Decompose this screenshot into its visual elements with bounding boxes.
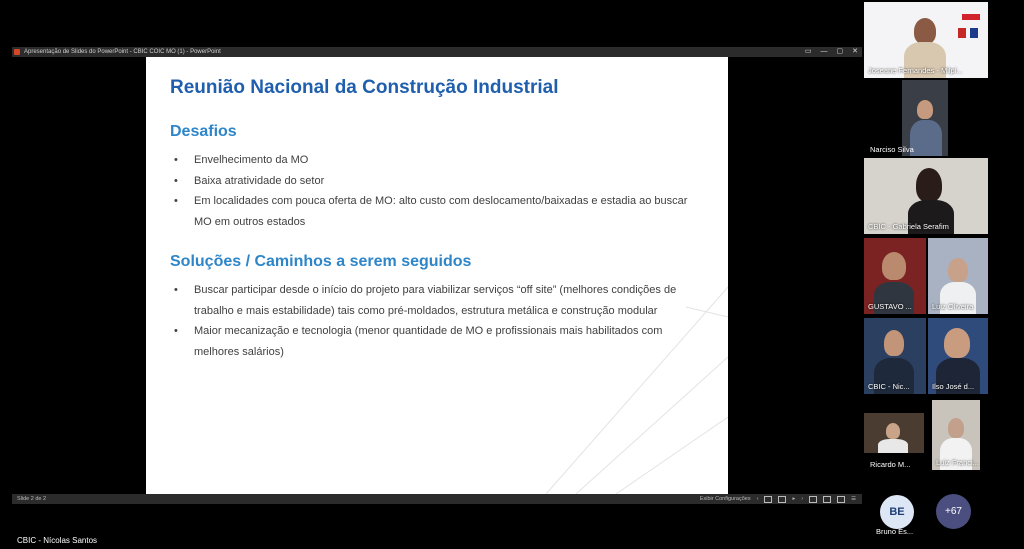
participant-name: Luiz Oliveira: [932, 302, 974, 311]
participant-tile[interactable]: [864, 2, 988, 78]
participant-video: [948, 258, 968, 282]
participant-name: CBIC - Gabriela Serafim: [868, 222, 949, 231]
slide: [146, 57, 728, 494]
window-controls: [805, 47, 858, 57]
window-maximize-icon[interactable]: ▢: [836, 48, 844, 55]
menu-icon[interactable]: ☰: [851, 496, 856, 502]
participant-tile[interactable]: [864, 238, 926, 314]
flag-icon: [958, 28, 966, 38]
participant-video: [917, 100, 933, 119]
participant-video: [884, 330, 904, 356]
next-slide-icon[interactable]: ›: [801, 496, 804, 502]
participant-name: Ricardo M...: [870, 460, 911, 469]
play-icon[interactable]: ▸: [792, 496, 796, 502]
participant-video: [886, 423, 900, 439]
participant-video: [948, 418, 964, 438]
statusbar-controls: [700, 494, 856, 504]
participant-video: [916, 168, 942, 202]
slide-title: Reunião Nacional da Construção Industrial: [170, 77, 559, 98]
participant-avatar[interactable]: BE: [880, 495, 914, 529]
window-minimize-icon[interactable]: —: [820, 48, 828, 55]
participant-tile[interactable]: [864, 413, 924, 453]
list-item: • Baixa atratividade do setor: [170, 171, 705, 192]
participant-tile[interactable]: [864, 318, 926, 394]
participant-name: Narciso Silva: [870, 145, 914, 154]
participant-video: [944, 328, 970, 358]
desafios-list: [170, 150, 705, 232]
participant-name: Joseane Fernandes - Milpl...: [868, 66, 963, 75]
reading-view-icon[interactable]: [809, 496, 817, 503]
powerpoint-statusbar: [12, 494, 862, 504]
window-restore-icon[interactable]: ▭: [804, 48, 812, 55]
participant-video: [914, 18, 936, 44]
section-heading-solucoes: Soluções / Caminhos a serem seguidos: [170, 253, 472, 270]
more-participants-button[interactable]: +67: [936, 494, 971, 529]
window-title: Apresentação de Slides do PowerPoint - CBIC COIC MO (1) - PowerPoint: [24, 49, 221, 55]
powerpoint-titlebar: [12, 47, 862, 57]
slideshow-icon[interactable]: [837, 496, 845, 503]
participant-video: [882, 252, 906, 280]
list-item: • Buscar participar desde o início do projeto para viabilizar serviços “off site” (melhores condições de trabalho e mais estabilidade) tais como pré-moldados, estrutura metálica e construção modular: [170, 280, 705, 321]
participant-tile[interactable]: [928, 238, 988, 314]
logo-badge: [962, 14, 980, 20]
participant-name: GUSTAVO ...: [868, 302, 912, 311]
participant-name: CBIC - Nic...: [868, 382, 910, 391]
powerpoint-icon: [14, 49, 20, 55]
section-heading-desafios: Desafios: [170, 123, 237, 140]
prev-slide-icon[interactable]: ‹: [756, 496, 759, 502]
slide-number: Slide 2 de 2: [17, 496, 47, 502]
participant-video-body: [878, 439, 908, 453]
list-item: • Maior mecanização e tecnologia (menor quantidade de MO e profissionais mais habilitados com melhores salários): [170, 321, 705, 362]
participant-name: Ilso José d...: [932, 382, 975, 391]
participant-tile[interactable]: [928, 318, 988, 394]
window-close-icon[interactable]: ✕: [852, 48, 858, 55]
list-item: • Envelhecimento da MO: [170, 150, 705, 171]
grid-view-icon[interactable]: [823, 496, 831, 503]
participant-name: Luiz Franci...: [936, 458, 979, 467]
slide-sorter-icon[interactable]: [778, 496, 786, 503]
participant-name: Bruno Es...: [876, 527, 914, 536]
participant-video-body: [910, 120, 942, 156]
presenter-name: CBIC - Nícolas Santos: [17, 536, 98, 545]
participant-tile[interactable]: [932, 400, 980, 470]
solucoes-list: [170, 280, 705, 362]
participant-tile[interactable]: [864, 158, 988, 234]
flag-icon: [970, 28, 978, 38]
list-item: • Em localidades com pouca oferta de MO: alto custo com deslocamento/baixadas e estadia ao buscar MO em outros estados: [170, 191, 705, 232]
display-settings-button[interactable]: Exibir Configurações: [699, 496, 751, 502]
normal-view-icon[interactable]: [764, 496, 772, 503]
